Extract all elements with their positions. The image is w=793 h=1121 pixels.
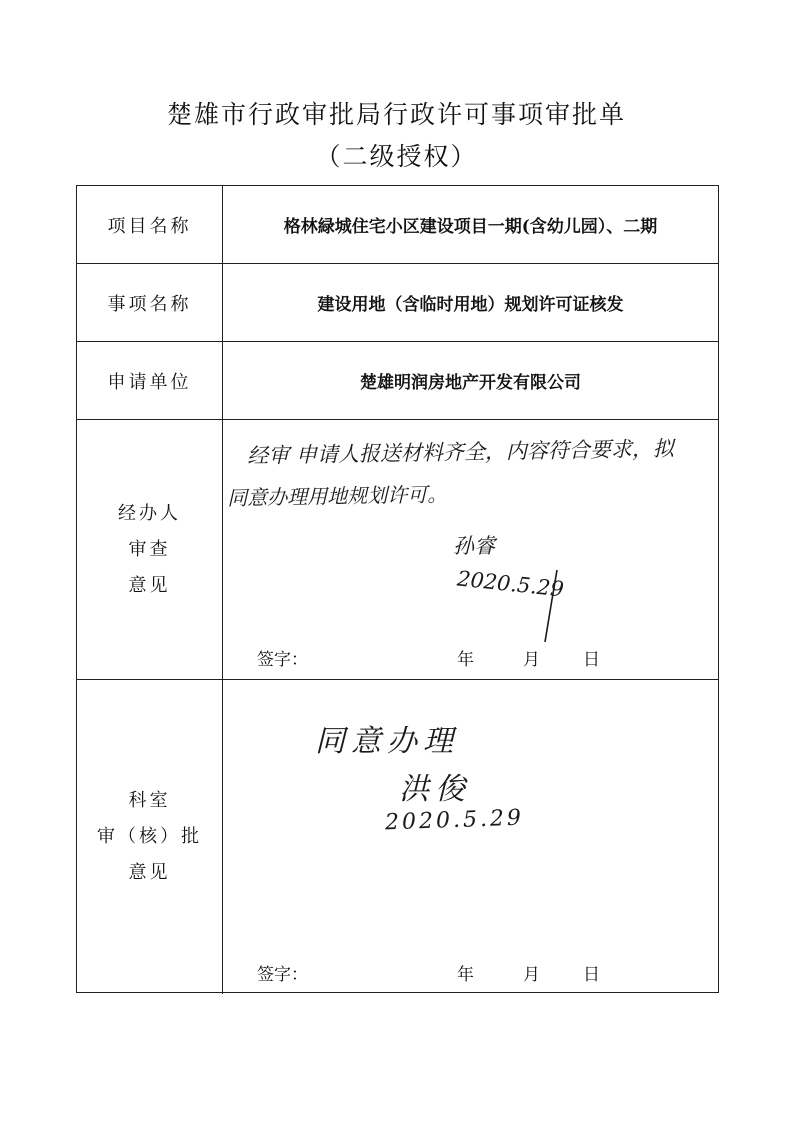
handler-handwriting-line-1: 经审 申请人报送材料齐全，内容符合要求，拟 bbox=[247, 436, 675, 468]
handler-month-label: 月 bbox=[523, 650, 540, 670]
section-label-line-2: 审（核）批 bbox=[97, 826, 202, 847]
section-sign-label: 签字： bbox=[257, 965, 308, 985]
handler-year-label: 年 bbox=[457, 650, 474, 670]
applicant-label: 申请单位 bbox=[77, 342, 223, 419]
page-title: 楚雄市行政审批局行政许可事项审批单 bbox=[166, 100, 626, 129]
section-opinion-label bbox=[77, 680, 223, 994]
applicant-value: 楚雄明润房地产开发有限公司 bbox=[360, 373, 581, 393]
approval-form bbox=[76, 185, 719, 993]
handler-sign-label: 签字： bbox=[257, 650, 308, 670]
handler-day-label: 日 bbox=[583, 650, 600, 670]
handler-date: 2020.5.29 bbox=[456, 566, 565, 602]
row-section-opinion bbox=[77, 680, 718, 994]
section-label-line-1: 科室 bbox=[128, 790, 171, 811]
section-month-label: 月 bbox=[523, 965, 540, 985]
matter-name-label: 事项名称 bbox=[77, 264, 223, 341]
handler-label-line-1: 经办人 bbox=[118, 502, 181, 524]
handler-label-line-2: 审查 bbox=[128, 538, 171, 560]
section-handwriting-line-1: 同意办理 bbox=[315, 724, 459, 759]
section-date: 2020.5.29 bbox=[384, 805, 525, 836]
row-handler-opinion bbox=[77, 420, 718, 680]
project-name-label: 项目名称 bbox=[77, 186, 223, 263]
handler-handwriting-line-2: 同意办理用地规划许可。 bbox=[227, 482, 448, 510]
row-project-name bbox=[77, 186, 718, 264]
section-signature: 洪俊 bbox=[399, 772, 471, 807]
section-label-line-3: 意见 bbox=[128, 862, 171, 883]
page-subtitle: （二级授权） bbox=[315, 142, 478, 171]
handler-pen-stroke bbox=[77, 420, 720, 680]
section-year-label: 年 bbox=[457, 965, 474, 985]
matter-name-value: 建设用地（含临时用地）规划许可证核发 bbox=[317, 295, 624, 315]
project-name-value: 格林緑城住宅小区建设项目一期(含幼儿园）、二期 bbox=[283, 217, 658, 237]
handler-label-line-3: 意见 bbox=[128, 574, 171, 596]
section-day-label: 日 bbox=[583, 965, 600, 985]
row-applicant bbox=[77, 342, 718, 420]
handler-signature: 孙睿 bbox=[453, 534, 495, 558]
row-matter-name bbox=[77, 264, 718, 342]
